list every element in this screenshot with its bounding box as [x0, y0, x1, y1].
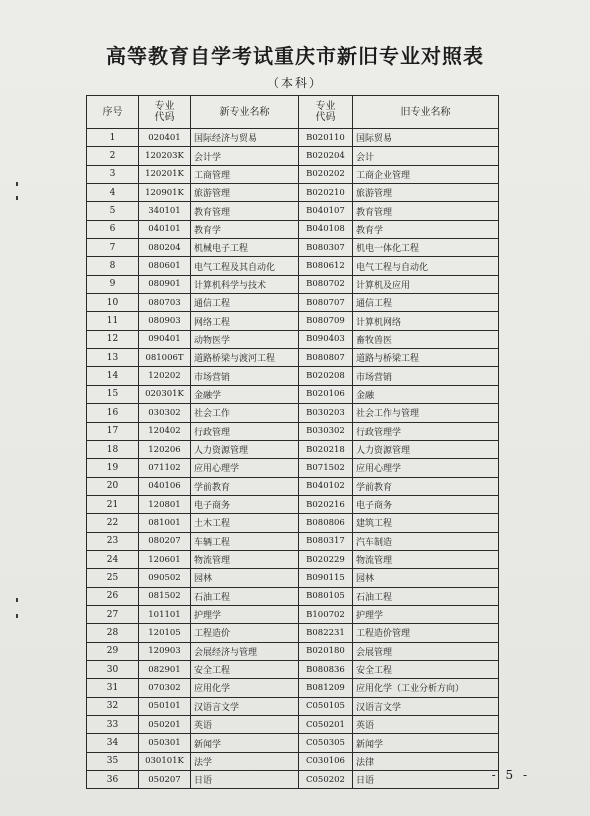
cell-old-name: 新闻学 — [353, 734, 499, 752]
cell-new-code: 030302 — [139, 404, 191, 422]
table-row — [87, 587, 499, 605]
cell-old-name: 物流管理 — [353, 550, 499, 568]
table-row — [87, 330, 499, 348]
cell-seq: 24 — [87, 550, 139, 568]
table-row — [87, 202, 499, 220]
cell-new-code: 020401 — [139, 129, 191, 147]
cell-new-code: 081502 — [139, 587, 191, 605]
cell-new-code: 120601 — [139, 550, 191, 568]
table-row — [87, 697, 499, 715]
table-row — [87, 569, 499, 587]
cell-new-name: 园林 — [191, 569, 299, 587]
cell-old-code: B080317 — [299, 532, 353, 550]
cell-old-code: B080702 — [299, 275, 353, 293]
cell-new-name: 通信工程 — [191, 294, 299, 312]
cell-new-code: 120801 — [139, 495, 191, 513]
cell-old-code: B020229 — [299, 550, 353, 568]
header-new-name: 新专业名称 — [191, 96, 299, 129]
cell-new-name: 道路桥梁与渡河工程 — [191, 349, 299, 367]
cell-new-code: 120901K — [139, 184, 191, 202]
cell-seq: 34 — [87, 734, 139, 752]
cell-new-name: 安全工程 — [191, 660, 299, 678]
cell-old-code: B080707 — [299, 294, 353, 312]
cell-old-code: B030203 — [299, 404, 353, 422]
cell-new-code: 040101 — [139, 220, 191, 238]
header-old-code: 专业 代码 — [299, 96, 353, 129]
table-row — [87, 771, 499, 789]
cell-old-code: B030302 — [299, 422, 353, 440]
cell-new-name: 护理学 — [191, 605, 299, 623]
cell-old-name: 会计 — [353, 147, 499, 165]
table-row — [87, 184, 499, 202]
cell-old-name: 电子商务 — [353, 495, 499, 513]
cell-new-code: 080204 — [139, 239, 191, 257]
cell-seq: 4 — [87, 184, 139, 202]
table-row — [87, 660, 499, 678]
cell-old-code: B080612 — [299, 257, 353, 275]
cell-new-name: 土木工程 — [191, 514, 299, 532]
cell-old-code: B090403 — [299, 330, 353, 348]
table-row — [87, 367, 499, 385]
table-row — [87, 349, 499, 367]
cell-old-name: 建筑工程 — [353, 514, 499, 532]
table-row — [87, 220, 499, 238]
cell-new-name: 汉语言文学 — [191, 697, 299, 715]
cell-old-code: C050201 — [299, 716, 353, 734]
cell-old-name: 应用化学（工业分析方向） — [353, 679, 499, 697]
cell-new-code: 080601 — [139, 257, 191, 275]
cell-old-name: 法律 — [353, 752, 499, 770]
cell-new-name: 法学 — [191, 752, 299, 770]
cell-seq: 21 — [87, 495, 139, 513]
cell-old-name: 汉语言文学 — [353, 697, 499, 715]
table-row — [87, 385, 499, 403]
cell-old-code: B080836 — [299, 660, 353, 678]
cell-seq: 11 — [87, 312, 139, 330]
document-subtitle: （本科） — [266, 76, 323, 90]
cell-old-name: 金融 — [353, 385, 499, 403]
cell-old-name: 旅游管理 — [353, 184, 499, 202]
cell-new-name: 日语 — [191, 771, 299, 789]
cell-new-name: 学前教育 — [191, 477, 299, 495]
table-row — [87, 679, 499, 697]
table-row — [87, 239, 499, 257]
cell-new-code: 120202 — [139, 367, 191, 385]
cell-seq: 36 — [87, 771, 139, 789]
cell-new-name: 国际经济与贸易 — [191, 129, 299, 147]
cell-seq: 25 — [87, 569, 139, 587]
table-row — [87, 459, 499, 477]
cell-seq: 28 — [87, 624, 139, 642]
cell-old-code: B020208 — [299, 367, 353, 385]
cell-new-code: 082901 — [139, 660, 191, 678]
cell-old-code: B040107 — [299, 202, 353, 220]
cell-new-code: 340101 — [139, 202, 191, 220]
cell-new-code: 120201K — [139, 165, 191, 183]
cell-seq: 18 — [87, 440, 139, 458]
cell-old-name: 教育学 — [353, 220, 499, 238]
cell-new-name: 电子商务 — [191, 495, 299, 513]
table-row — [87, 532, 499, 550]
cell-new-name: 英语 — [191, 716, 299, 734]
table-body — [87, 129, 499, 789]
cell-new-name: 工程造价 — [191, 624, 299, 642]
cell-seq: 29 — [87, 642, 139, 660]
cell-new-name: 人力资源管理 — [191, 440, 299, 458]
cell-new-code: 071102 — [139, 459, 191, 477]
cell-new-code: 080207 — [139, 532, 191, 550]
cell-new-name: 会展经济与管理 — [191, 642, 299, 660]
cell-old-name: 人力资源管理 — [353, 440, 499, 458]
cell-new-name: 教育学 — [191, 220, 299, 238]
major-mapping-table — [86, 95, 499, 789]
header-new-code: 专业 代码 — [139, 96, 191, 129]
cell-new-code: 050207 — [139, 771, 191, 789]
cell-old-code: B020204 — [299, 147, 353, 165]
cell-old-code: C050202 — [299, 771, 353, 789]
cell-old-code: B020216 — [299, 495, 353, 513]
table-row — [87, 404, 499, 422]
cell-old-name: 日语 — [353, 771, 499, 789]
cell-old-code: B080807 — [299, 349, 353, 367]
cell-old-name: 计算机及应用 — [353, 275, 499, 293]
cell-old-code: B020202 — [299, 165, 353, 183]
binding-mark — [16, 196, 18, 200]
cell-new-code: 040106 — [139, 477, 191, 495]
cell-new-name: 石油工程 — [191, 587, 299, 605]
binding-mark — [16, 614, 18, 618]
cell-old-name: 道路与桥梁工程 — [353, 349, 499, 367]
cell-old-code: B090115 — [299, 569, 353, 587]
cell-new-code: 020301K — [139, 385, 191, 403]
cell-old-name: 学前教育 — [353, 477, 499, 495]
cell-old-name: 安全工程 — [353, 660, 499, 678]
cell-old-code: C050105 — [299, 697, 353, 715]
cell-seq: 16 — [87, 404, 139, 422]
cell-new-name: 计算机科学与技术 — [191, 275, 299, 293]
cell-seq: 13 — [87, 349, 139, 367]
cell-new-name: 教育管理 — [191, 202, 299, 220]
cell-new-code: 090502 — [139, 569, 191, 587]
page-number: - 5 - — [491, 768, 530, 782]
table-row — [87, 257, 499, 275]
cell-new-code: 120402 — [139, 422, 191, 440]
cell-seq: 35 — [87, 752, 139, 770]
cell-new-code: 090401 — [139, 330, 191, 348]
cell-new-code: 081006T — [139, 349, 191, 367]
header-old-name: 旧专业名称 — [353, 96, 499, 129]
cell-new-name: 动物医学 — [191, 330, 299, 348]
cell-old-name: 英语 — [353, 716, 499, 734]
cell-new-name: 新闻学 — [191, 734, 299, 752]
cell-seq: 22 — [87, 514, 139, 532]
cell-seq: 7 — [87, 239, 139, 257]
cell-old-name: 国际贸易 — [353, 129, 499, 147]
cell-old-code: C050305 — [299, 734, 353, 752]
cell-new-name: 社会工作 — [191, 404, 299, 422]
table-row — [87, 477, 499, 495]
cell-new-name: 应用化学 — [191, 679, 299, 697]
cell-new-code: 080703 — [139, 294, 191, 312]
cell-old-name: 应用心理学 — [353, 459, 499, 477]
cell-old-code: B020180 — [299, 642, 353, 660]
cell-old-code: B040102 — [299, 477, 353, 495]
cell-new-code: 081001 — [139, 514, 191, 532]
table-row — [87, 716, 499, 734]
cell-new-code: 101101 — [139, 605, 191, 623]
cell-new-code: 120105 — [139, 624, 191, 642]
cell-new-name: 车辆工程 — [191, 532, 299, 550]
cell-old-name: 会展管理 — [353, 642, 499, 660]
cell-new-code: 030101K — [139, 752, 191, 770]
table-row — [87, 440, 499, 458]
document-title: 高等教育自学考试重庆市新旧专业对照表 — [106, 44, 484, 68]
table-row — [87, 514, 499, 532]
cell-seq: 3 — [87, 165, 139, 183]
cell-new-code: 080903 — [139, 312, 191, 330]
cell-new-code: 120203K — [139, 147, 191, 165]
cell-old-name: 工程造价管理 — [353, 624, 499, 642]
cell-seq: 12 — [87, 330, 139, 348]
cell-seq: 32 — [87, 697, 139, 715]
cell-seq: 2 — [87, 147, 139, 165]
cell-old-name: 机电一体化工程 — [353, 239, 499, 257]
cell-seq: 33 — [87, 716, 139, 734]
cell-new-name: 机械电子工程 — [191, 239, 299, 257]
cell-old-name: 护理学 — [353, 605, 499, 623]
cell-old-name: 畜牧兽医 — [353, 330, 499, 348]
cell-old-name: 计算机网络 — [353, 312, 499, 330]
cell-old-name: 汽车制造 — [353, 532, 499, 550]
table-row — [87, 495, 499, 513]
cell-old-code: B080307 — [299, 239, 353, 257]
cell-new-code: 120206 — [139, 440, 191, 458]
cell-new-name: 旅游管理 — [191, 184, 299, 202]
cell-new-name: 金融学 — [191, 385, 299, 403]
cell-new-name: 会计学 — [191, 147, 299, 165]
table-row — [87, 422, 499, 440]
cell-new-code: 050301 — [139, 734, 191, 752]
cell-old-code: B020106 — [299, 385, 353, 403]
cell-new-code: 070302 — [139, 679, 191, 697]
cell-old-code: B100702 — [299, 605, 353, 623]
table-row — [87, 624, 499, 642]
table-row — [87, 734, 499, 752]
cell-seq: 30 — [87, 660, 139, 678]
cell-seq: 15 — [87, 385, 139, 403]
cell-new-name: 网络工程 — [191, 312, 299, 330]
header-seq: 序号 — [87, 96, 139, 129]
cell-old-code: B080806 — [299, 514, 353, 532]
table-row — [87, 275, 499, 293]
cell-old-code: B080709 — [299, 312, 353, 330]
cell-old-name: 教育管理 — [353, 202, 499, 220]
cell-old-code: B071502 — [299, 459, 353, 477]
binding-mark — [16, 598, 18, 602]
cell-old-code: B020110 — [299, 129, 353, 147]
cell-new-name: 物流管理 — [191, 550, 299, 568]
cell-seq: 6 — [87, 220, 139, 238]
cell-old-name: 园林 — [353, 569, 499, 587]
cell-seq: 27 — [87, 605, 139, 623]
cell-old-name: 通信工程 — [353, 294, 499, 312]
cell-seq: 17 — [87, 422, 139, 440]
cell-old-name: 电气工程与自动化 — [353, 257, 499, 275]
table-row — [87, 312, 499, 330]
table-row — [87, 165, 499, 183]
table-row — [87, 642, 499, 660]
cell-old-code: B080105 — [299, 587, 353, 605]
cell-seq: 19 — [87, 459, 139, 477]
cell-new-name: 应用心理学 — [191, 459, 299, 477]
cell-new-code: 050201 — [139, 716, 191, 734]
cell-seq: 10 — [87, 294, 139, 312]
cell-new-code: 120903 — [139, 642, 191, 660]
table-row — [87, 129, 499, 147]
cell-old-code: C030106 — [299, 752, 353, 770]
table-header-row — [87, 96, 499, 129]
cell-old-code: B020218 — [299, 440, 353, 458]
cell-new-name: 工商管理 — [191, 165, 299, 183]
cell-old-code: B020210 — [299, 184, 353, 202]
cell-old-name: 工商企业管理 — [353, 165, 499, 183]
cell-new-code: 080901 — [139, 275, 191, 293]
cell-seq: 31 — [87, 679, 139, 697]
cell-old-name: 石油工程 — [353, 587, 499, 605]
binding-mark — [16, 182, 18, 186]
cell-seq: 9 — [87, 275, 139, 293]
cell-seq: 14 — [87, 367, 139, 385]
cell-old-code: B082231 — [299, 624, 353, 642]
cell-new-name: 市场营销 — [191, 367, 299, 385]
cell-old-name: 社会工作与管理 — [353, 404, 499, 422]
cell-seq: 1 — [87, 129, 139, 147]
cell-seq: 8 — [87, 257, 139, 275]
cell-old-code: B040108 — [299, 220, 353, 238]
table-row — [87, 147, 499, 165]
table-row — [87, 605, 499, 623]
table-row — [87, 752, 499, 770]
cell-seq: 26 — [87, 587, 139, 605]
cell-new-name: 电气工程及其自动化 — [191, 257, 299, 275]
cell-old-name: 行政管理学 — [353, 422, 499, 440]
table-row — [87, 550, 499, 568]
cell-seq: 20 — [87, 477, 139, 495]
table-row — [87, 294, 499, 312]
cell-old-code: B081209 — [299, 679, 353, 697]
cell-seq: 5 — [87, 202, 139, 220]
cell-new-code: 050101 — [139, 697, 191, 715]
cell-seq: 23 — [87, 532, 139, 550]
cell-old-name: 市场营销 — [353, 367, 499, 385]
cell-new-name: 行政管理 — [191, 422, 299, 440]
